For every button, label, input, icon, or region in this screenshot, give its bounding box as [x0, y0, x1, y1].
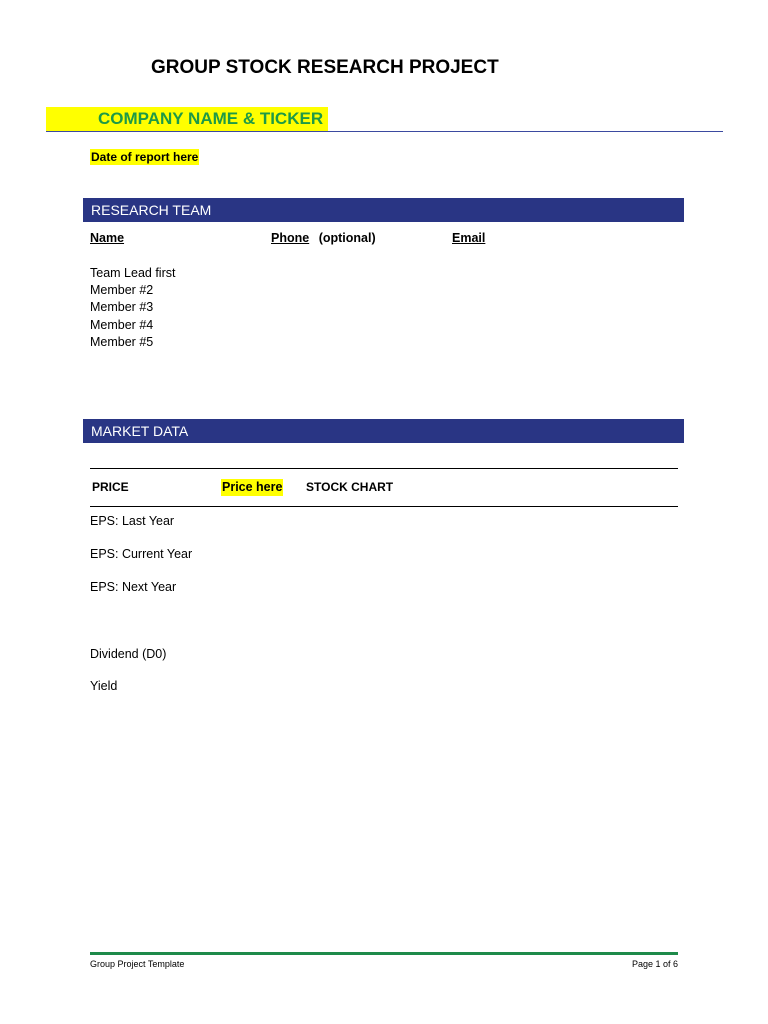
- eps-next-year: EPS: Next Year: [90, 580, 177, 594]
- table-bottom-rule: [90, 506, 678, 507]
- column-email: [452, 231, 485, 245]
- market-data-heading: MARKET DATA: [91, 423, 189, 439]
- yield: Yield: [90, 679, 118, 693]
- team-member: Member #5: [90, 335, 154, 349]
- company-name-ticker: COMPANY NAME & TICKER: [98, 109, 324, 128]
- team-member: Member #2: [90, 283, 154, 297]
- dividend: Dividend (D0): [90, 647, 167, 661]
- page-title: GROUP STOCK RESEARCH PROJECT: [151, 57, 499, 78]
- column-email-label: Email: [452, 231, 486, 245]
- eps-last-year: EPS: Last Year: [90, 514, 175, 528]
- stock-chart-label: STOCK CHART: [306, 480, 394, 494]
- price-value: Price here: [222, 480, 283, 494]
- report-date: Date of report here: [91, 150, 199, 164]
- team-member: Member #3: [90, 300, 154, 314]
- page-number: Page 1 of 6: [631, 959, 678, 969]
- research-team-heading: RESEARCH TEAM: [91, 202, 212, 218]
- team-member: Team Lead first: [90, 266, 176, 280]
- footer-rule: [90, 952, 678, 955]
- company-divider: [46, 131, 723, 132]
- column-name: [90, 231, 124, 245]
- table-top-rule: [90, 468, 678, 469]
- footer-template-name: Group Project Template: [90, 959, 185, 969]
- research-team-header: [83, 198, 684, 222]
- column-phone-note: (optional): [318, 231, 376, 245]
- column-name-label: Name: [90, 231, 125, 245]
- column-phone: [271, 231, 376, 245]
- team-member: Member #4: [90, 318, 154, 332]
- column-phone-label: Phone: [271, 231, 310, 245]
- price-label: PRICE: [92, 480, 129, 494]
- market-data-header: [83, 419, 684, 443]
- eps-current-year: EPS: Current Year: [90, 547, 193, 561]
